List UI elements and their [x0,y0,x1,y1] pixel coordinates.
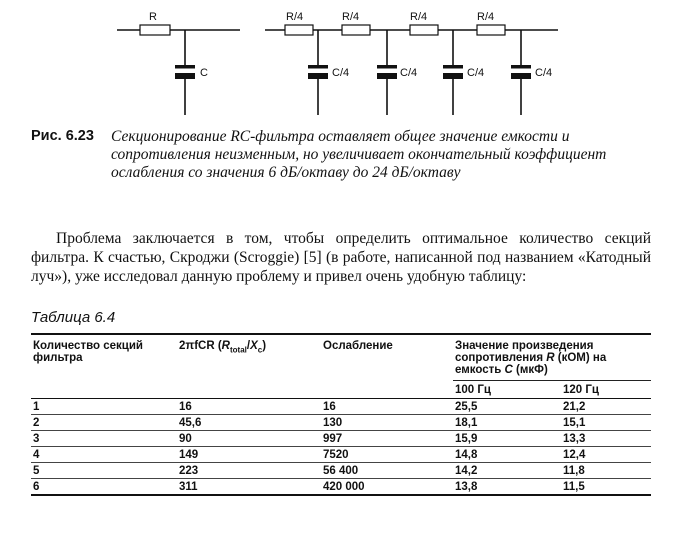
table-cell: 16 [321,399,453,415]
table-cell: 90 [177,431,321,447]
table-cell: 3 [31,431,177,447]
table-cell: 311 [177,479,321,496]
resistor-label: R/4 [286,11,304,23]
resistor-label: R/4 [342,11,360,23]
formula-x-sub: c [257,345,263,355]
table-cell: 12,4 [561,447,651,463]
table-cell: 4 [31,447,177,463]
header-attenuation: Ослабление [321,334,453,399]
capacitor-label: C/4 [535,67,553,79]
product-r: R [546,352,555,364]
data-table [31,333,651,496]
table-cell: 997 [321,431,453,447]
table-cell: 56 400 [321,463,453,479]
table-cell: 1 [31,399,177,415]
table-cell: 18,1 [453,415,561,431]
table-cell: 149 [177,447,321,463]
table-cell: 7520 [321,447,453,463]
table-row [31,447,651,463]
header-sections: Количество секций фильтра [31,334,177,399]
table-title: Таблица 6.4 [31,309,116,326]
table-cell: 11,8 [561,463,651,479]
table-cell: 5 [31,463,177,479]
product-text-2: (кОМ) на емкость [455,352,607,376]
table-cell: 130 [321,415,453,431]
table-row [31,399,651,415]
table-cell: 13,3 [561,431,651,447]
table-row [31,431,651,447]
capacitor-label: C/4 [467,67,485,79]
formula-r: R [221,340,230,352]
figure-caption [31,128,651,182]
table-row [31,415,651,431]
table-cell: 16 [177,399,321,415]
table-row [31,463,651,479]
table-cell: 11,5 [561,479,651,496]
table-cell: 2 [31,415,177,431]
formula-mid: / [246,340,251,352]
table-cell: 14,8 [453,447,561,463]
table-cell: 420 000 [321,479,453,496]
caption-text: Секционирование RC-фильтра оставляет общее значение емкости и сопротивления неизменным, но увеличивает окончательный коэффициент ослабления со значения 6 дБ/октаву до 24 дБ/октаву [111,128,607,181]
formula-x: X [250,340,258,352]
capacitor-label: C/4 [332,67,350,79]
product-c: C [504,364,513,376]
product-text-1: Значение произведения сопротивления [455,340,594,364]
table-cell: 25,5 [453,399,561,415]
capacitor-label: C/4 [400,67,418,79]
table-row [31,479,651,496]
table-cell: 15,9 [453,431,561,447]
table-cell: 14,2 [453,463,561,479]
table-cell: 15,1 [561,415,651,431]
capacitor-label: C [200,67,208,79]
table-cell: 6 [31,479,177,496]
formula-r-sub: total [229,345,247,355]
table-cell: 45,6 [177,415,321,431]
product-text-3: (мкФ) [512,364,548,376]
header-freq-120: 120 Гц [563,384,599,396]
resistor-label: R/4 [410,11,428,23]
table-cell: 223 [177,463,321,479]
rc-filter-figure [0,0,675,125]
body-paragraph: Проблема заключается в том, чтобы определить оптимальное количество секций фильтра. К счастью, Скроджи (Scroggie) [5] (в работе, написанной под названием «Катодный луч»), уже исследовал данную проблему и привел очень удобную таблицу: [31,230,651,285]
resistor-label: R/4 [477,11,495,23]
header-formula [177,334,321,399]
header-product [453,334,651,381]
resistor-label: R [149,11,157,23]
table-cell: 13,8 [453,479,561,496]
table-cell: 21,2 [561,399,651,415]
figure-number: Рис. 6.23 [31,128,94,144]
formula-prefix: 2πfCR ( [179,340,222,352]
formula-suffix: ) [262,340,267,352]
header-freq-100: 100 Гц [455,384,491,396]
